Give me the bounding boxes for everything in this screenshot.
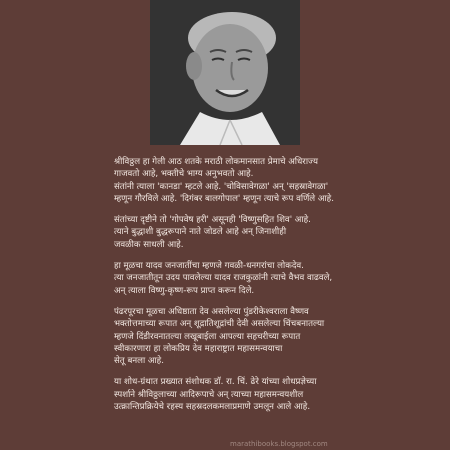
- blurb-text: [114, 156, 414, 422]
- blurb-line: म्हणून गौरविले आहे. 'दिगंबर बालगोपाल' म्हणून त्याचे रूप वर्णिले आहे.: [114, 193, 334, 204]
- blurb-line: म्हणजे दिंडीरवनातल्या लखूबाईला आपल्या सहचरीच्या रूपात: [114, 331, 301, 342]
- blurb-line: भक्तोत्तमाच्या रूपात अन् शूद्रातिशूद्रांची देवी असलेल्या चिंचबनातल्या: [114, 319, 325, 330]
- blurb-line: संतांनी त्याला 'कानडा' म्हटले आहे. 'चोविसावेगळा' अन् 'सहस्रावेगळा': [114, 181, 329, 192]
- blurb-line: स्वीकारणारा हा लोकप्रिय देव महाराष्ट्रात महासमन्वयाचा: [114, 343, 283, 354]
- author-portrait-icon: [150, 0, 300, 145]
- blurb-line: गाजवतो आहे, भक्तीचे भाग्य अनुभवतो आहे.: [114, 169, 254, 180]
- blurb-line: सेतू बनला आहे.: [114, 356, 164, 367]
- blurb-paragraph: [114, 306, 414, 367]
- blurb-paragraph: [114, 260, 414, 297]
- blurb-line: त्याने बुद्धाशी बुद्धरूपाने नाते जोडले आहे अन् जिनाशीही: [114, 227, 287, 238]
- blurb-line: श्रीविठ्ठल हा गेली आठ शतके मराठी लोकमानसात प्रेमाचे अधिराज्य: [114, 157, 318, 167]
- blurb-line: संतांच्या दृष्टीने तो 'गोपवेष हरी' असूनही 'विष्णुसहित शिव' आहे.: [114, 215, 311, 226]
- blurb-paragraph: [114, 156, 414, 205]
- blurb-paragraph: [114, 376, 414, 413]
- blurb-line: त्या जनजातीतून उदय पावलेल्या यादव राजकुळांनी त्याचे वैभव वाढवले,: [114, 273, 333, 284]
- blurb-line: पंढरपूरचा मूळचा अधिष्ठाता देव असलेल्या पुंडरीकेश्वराला वैष्णव: [114, 306, 309, 317]
- blurb-line: अन् त्याला विष्णु-कृष्ण-रूप प्राप्त करून दिले.: [114, 285, 255, 296]
- blurb-line: हा मूळचा यादव जनजातींचा म्हणजे गवळी-धनगरांचा लोकदेव.: [114, 261, 304, 272]
- blurb-line: जवळीक साधली आहे.: [114, 239, 184, 250]
- blurb-line: या शोध-ग्रंथात प्रख्यात संशोधक डॉ. रा. चिं. ढेरे यांच्या शोधप्रज्ञेच्या: [114, 377, 317, 388]
- blurb-paragraph: [114, 214, 414, 251]
- blurb-line: स्पर्शाने श्रीविठ्ठलाच्या आदिरूपाचे अन् त्याच्या महासमन्वयशील: [114, 389, 304, 400]
- watermark: marathibooks.blogspot.com: [230, 440, 328, 448]
- blurb-line: उत्क्रान्तिप्रक्रियेचे रहस्य सहस्रदलकमलाप्रमाणे उमलून आले आहे.: [114, 402, 311, 413]
